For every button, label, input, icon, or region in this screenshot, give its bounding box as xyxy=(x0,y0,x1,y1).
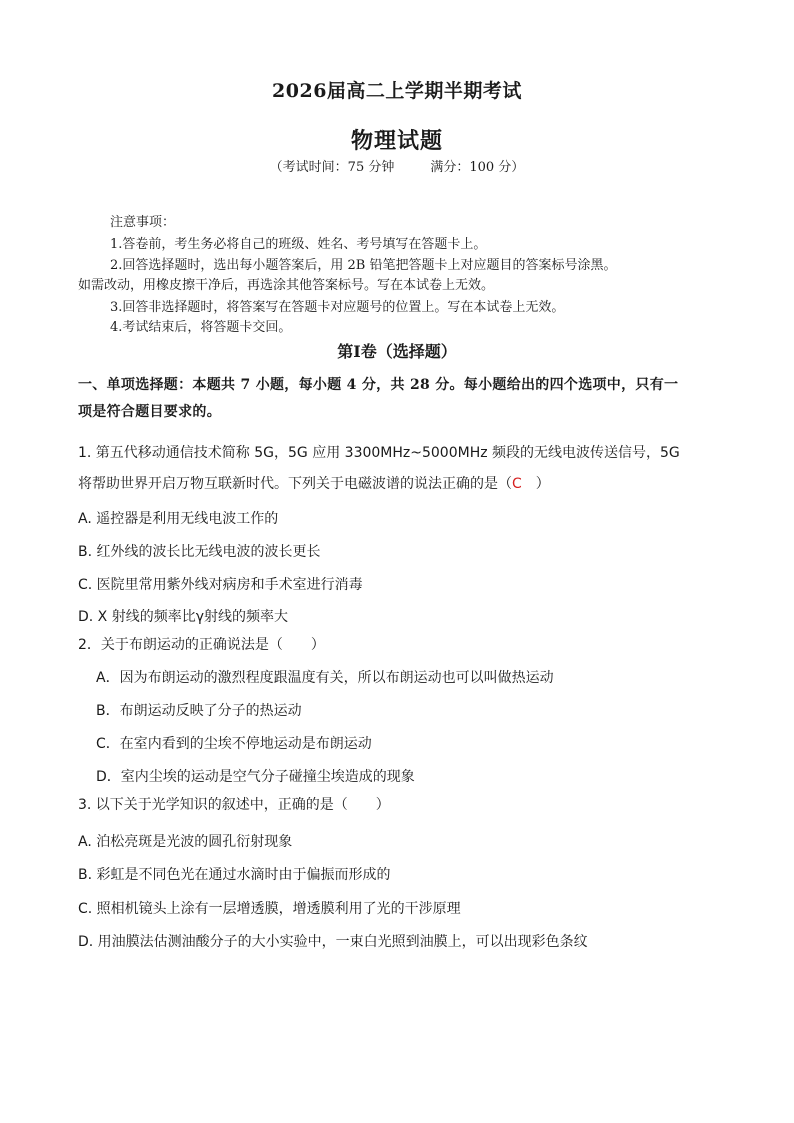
question-2-option-d: D．室内尘埃的运动是空气分子碰撞尘埃造成的现象 xyxy=(96,769,415,785)
section-instruction: 一、单项选择题：本题共 7 小题，每小题 4 分，共 28 分。每小题给出的四个选项中，只有一 xyxy=(78,377,679,393)
subject-title: 物理试题 xyxy=(350,128,443,154)
notes-heading: 注意事项： xyxy=(110,215,176,230)
question-3-stem: 3. 以下关于光学知识的叙述中，正确的是（ ） xyxy=(78,797,390,813)
note-item-continued: 如需改动，用橡皮擦干净后，再选涂其他答案标号。写在本试卷上无效。 xyxy=(78,278,495,293)
question-3-option-c: C. 照相机镜头上涂有一层增透膜，增透膜利用了光的干涉原理 xyxy=(78,901,461,917)
question-1-stem-continued xyxy=(78,473,550,493)
exam-meta xyxy=(0,156,794,175)
note-item: 4.考试结束后，将答题卡交回。 xyxy=(110,320,292,335)
note-item: 1.答卷前，考生务必将自己的班级、姓名、考号填写在答题卡上。 xyxy=(110,237,487,252)
section-instruction-continued: 项是符合题目要求的。 xyxy=(78,404,221,420)
question-2-option-c: C．在室内看到的尘埃不停地运动是布朗运动 xyxy=(96,736,372,752)
note-item: 3.回答非选择题时，将答案写在答题卡对应题号的位置上。写在本试卷上无效。 xyxy=(110,300,565,315)
question-1-close-paren: ） xyxy=(535,476,550,492)
note-item: 2.回答选择题时，选出每小题答案后，用 2B 铅笔把答题卡上对应题目的答案标号涂黑。 xyxy=(110,258,617,273)
question-1-option-d: D. X 射线的频率比γ射线的频率大 xyxy=(78,609,289,625)
question-1-stem-text: 将帮助世界开启万物互联新时代。下列关于电磁波谱的说法正确的是（ xyxy=(78,476,512,492)
question-3-option-d: D. 用油膜法估测油酸分子的大小实验中，一束白光照到油膜上，可以出现彩色条纹 xyxy=(78,934,588,950)
exam-title: 2026届高二上学期半期考试 xyxy=(272,80,522,102)
question-2-stem: 2．关于布朗运动的正确说法是（ ） xyxy=(78,637,325,653)
question-3-option-a: A. 泊松亮斑是光波的圆孔衍射现象 xyxy=(78,834,293,850)
question-3-option-b: B. 彩虹是不同色光在通过水滴时由于偏振而形成的 xyxy=(78,867,391,883)
question-1-option-b: B. 红外线的波长比无线电波的波长更长 xyxy=(78,544,321,560)
question-1-stem: 1. 第五代移动通信技术简称 5G，5G 应用 3300MHz~5000MHz 频段的无线电波传送信号，5G xyxy=(78,445,680,461)
question-1-answer: C xyxy=(512,476,522,492)
exam-full-score: 满分：100 分） xyxy=(430,160,525,175)
section-title: 第Ⅰ卷（选择题） xyxy=(337,342,457,361)
exam-time: （考试时间：75 分钟 xyxy=(269,160,395,175)
question-1-option-c: C. 医院里常用紫外线对病房和手术室进行消毒 xyxy=(78,577,363,593)
question-2-option-a: A．因为布朗运动的激烈程度跟温度有关，所以布朗运动也可以叫做热运动 xyxy=(96,670,554,686)
question-2-option-b: B．布朗运动反映了分子的热运动 xyxy=(96,703,302,719)
question-1-option-a: A. 遥控器是利用无线电波工作的 xyxy=(78,511,279,527)
